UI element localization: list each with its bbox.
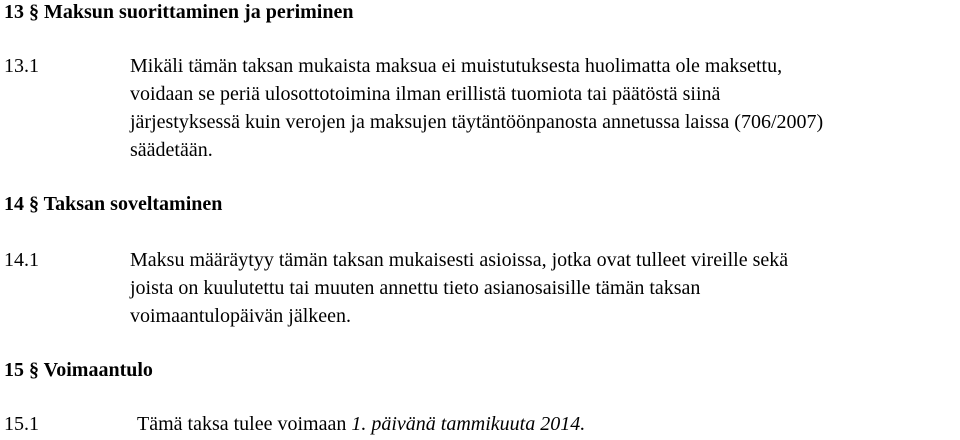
- section-14-heading: 14 § Taksan soveltaminen: [4, 193, 223, 215]
- paragraph-line: järjestyksessä kuin verojen ja maksujen täytäntöönpanosta annetussa laissa (706/2007): [130, 111, 824, 133]
- paragraph-body: [130, 52, 956, 164]
- paragraph-number: 15.1: [4, 413, 39, 435]
- paragraph-text: Tämä taksa tulee voimaan: [137, 413, 352, 435]
- paragraph-body: [130, 246, 956, 330]
- paragraph-14-1: [4, 246, 956, 330]
- section-15-heading: 15 § Voimaantulo: [4, 359, 153, 381]
- paragraph-body: [137, 410, 956, 438]
- paragraph-number: 13.1: [4, 55, 39, 77]
- paragraph-line: voidaan se periä ulosottotoimina ilman erillistä tuomiota tai päätöstä siinä: [130, 83, 721, 105]
- paragraph-line: säädetään.: [130, 139, 213, 161]
- paragraph-number: 14.1: [4, 249, 39, 271]
- effective-date-text: 1. päivänä tammikuuta 2014.: [351, 413, 586, 435]
- paragraph-line: Maksu määräytyy tämän taksan mukaisesti asioissa, jotka ovat tulleet vireille sekä: [130, 249, 789, 271]
- paragraph-line: Mikäli tämän taksan mukaista maksua ei muistutuksesta huolimatta ole maksettu,: [130, 55, 783, 77]
- paragraph-line: joista on kuulutettu tai muuten annettu tieto asianosaisille tämän taksan: [130, 277, 701, 299]
- paragraph-15-1: [4, 410, 956, 438]
- paragraph-line: [137, 410, 956, 438]
- section-13-heading: 13 § Maksun suorittaminen ja periminen: [4, 1, 354, 23]
- paragraph-line: voimaantulopäivän jälkeen.: [130, 305, 352, 327]
- paragraph-13-1: [4, 52, 956, 164]
